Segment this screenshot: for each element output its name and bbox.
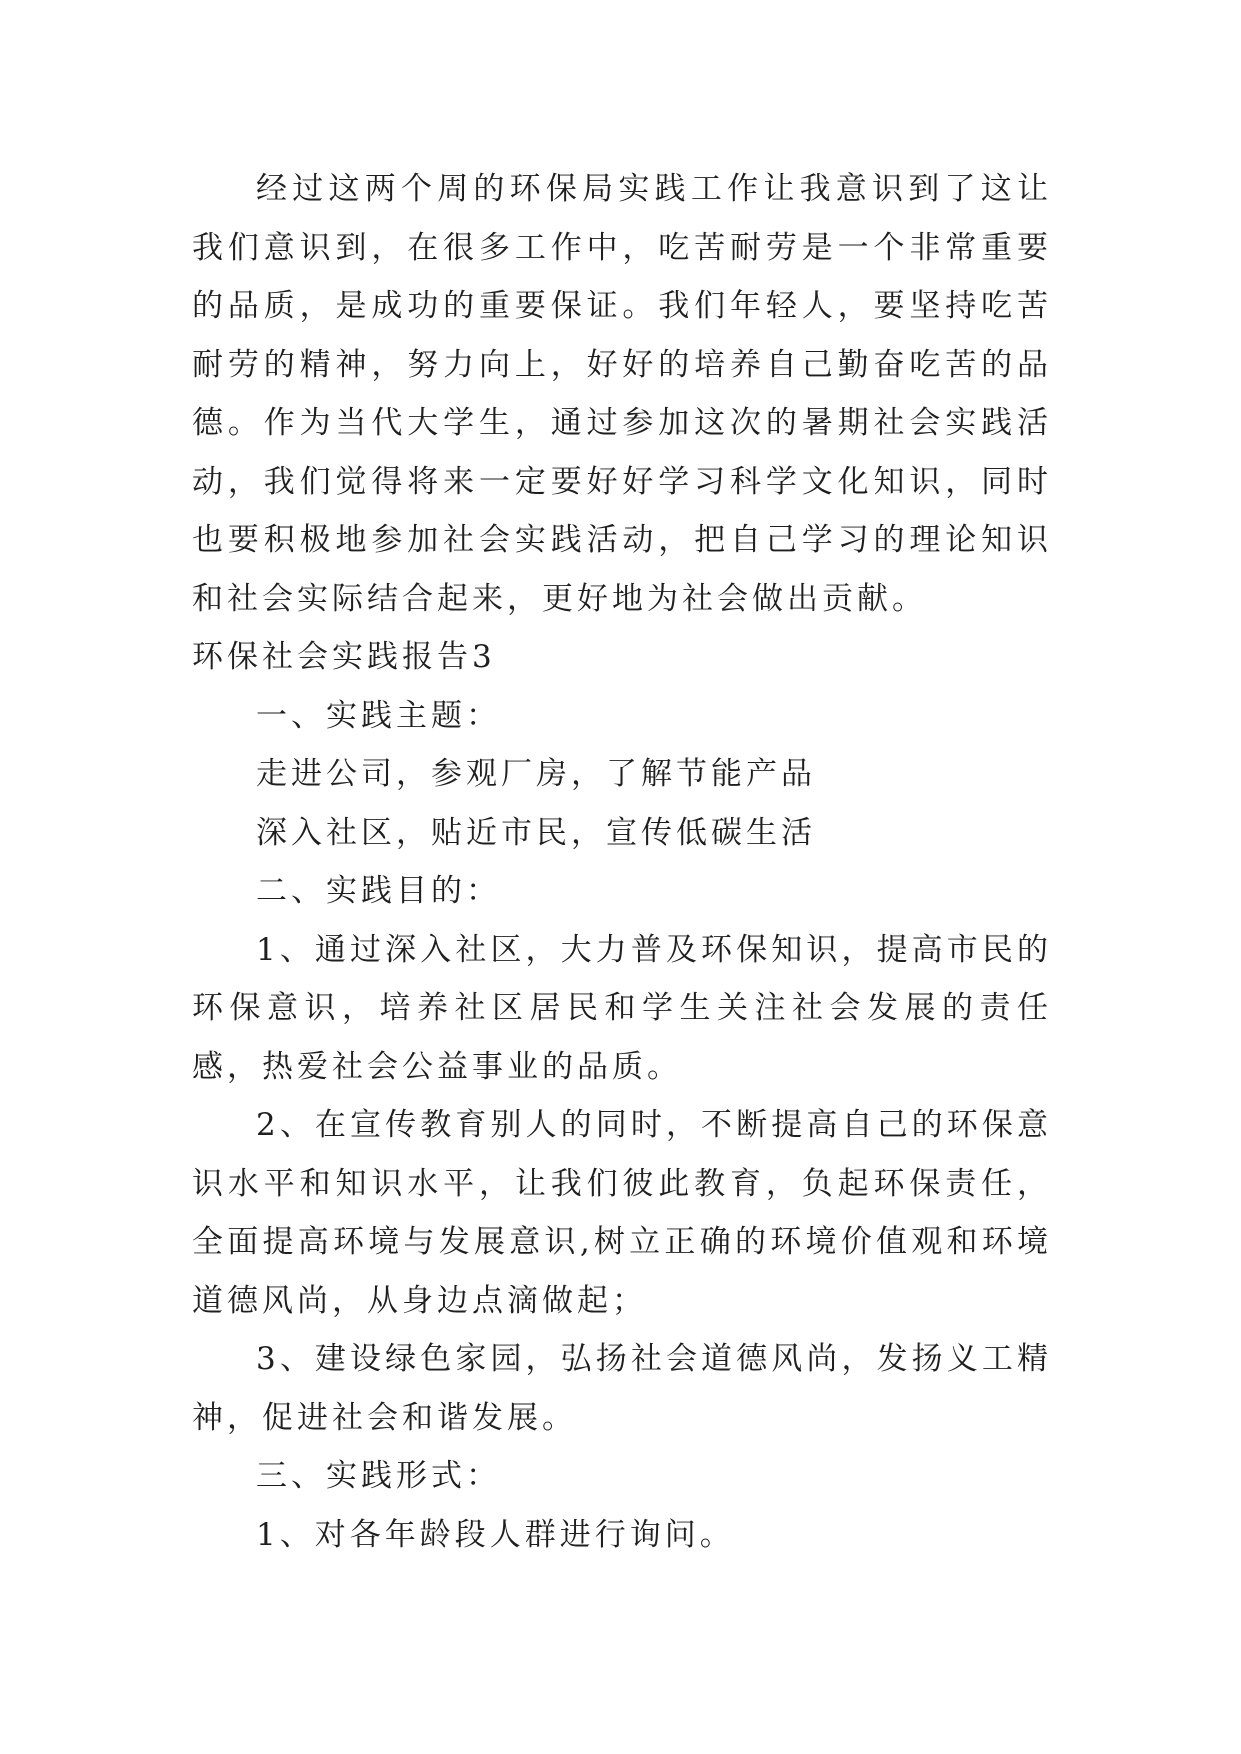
- theme-line-1: 走进公司，参观厂房，了解节能产品: [256, 756, 816, 792]
- heading-practice-theme: 一、实践主题：: [256, 697, 501, 734]
- heading-practice-purpose: 二、实践目的：: [256, 873, 501, 909]
- purpose-item-3: 3、建设绿色家园，弘扬社会道德风尚，发扬义工精神，促进社会和谐发展。: [192, 1341, 1052, 1436]
- heading-practice-form: 三、实践形式：: [256, 1458, 501, 1494]
- section-title-report-3: 环保社会实践报告3: [192, 639, 496, 675]
- theme-line-2: 深入社区，贴近市民，宣传低碳生活: [256, 814, 816, 851]
- form-item-1: 1、对各年龄段人群进行询问。: [256, 1516, 735, 1553]
- purpose-item-2: 2、在宣传教育别人的同时，不断提高自己的环保意识水平和知识水平，让我们彼此教育，负起环保责任，全面提高环境与发展意识,树立正确的环境价值观和环境道德风尚，从身边点滴做起；: [192, 1107, 1052, 1319]
- purpose-item-1: 1、通过深入社区，大力普及环保知识，提高市民的环保意识，培养社区居民和学生关注社会发展的责任感，热爱社会公益事业的品质。: [192, 931, 1052, 1085]
- paragraph-conclusion: 经过这两个周的环保局实践工作让我意识到了这让我们意识到，在很多工作中，吃苦耐劳是一个非常重要的品质，是成功的重要保证。我们年轻人，要坚持吃苦耐劳的精神，努力向上，好好的培养自己勤奋吃苦的品德。作为当代大学生，通过参加这次的暑期社会实践活动，我们觉得将来一定要好好学习科学文化知识，同时也要积极地参加社会实践活动，把自己学习的理论知识和社会实际结合起来，更好地为社会做出贡献。: [192, 171, 1052, 617]
- document-body: [192, 160, 1052, 1564]
